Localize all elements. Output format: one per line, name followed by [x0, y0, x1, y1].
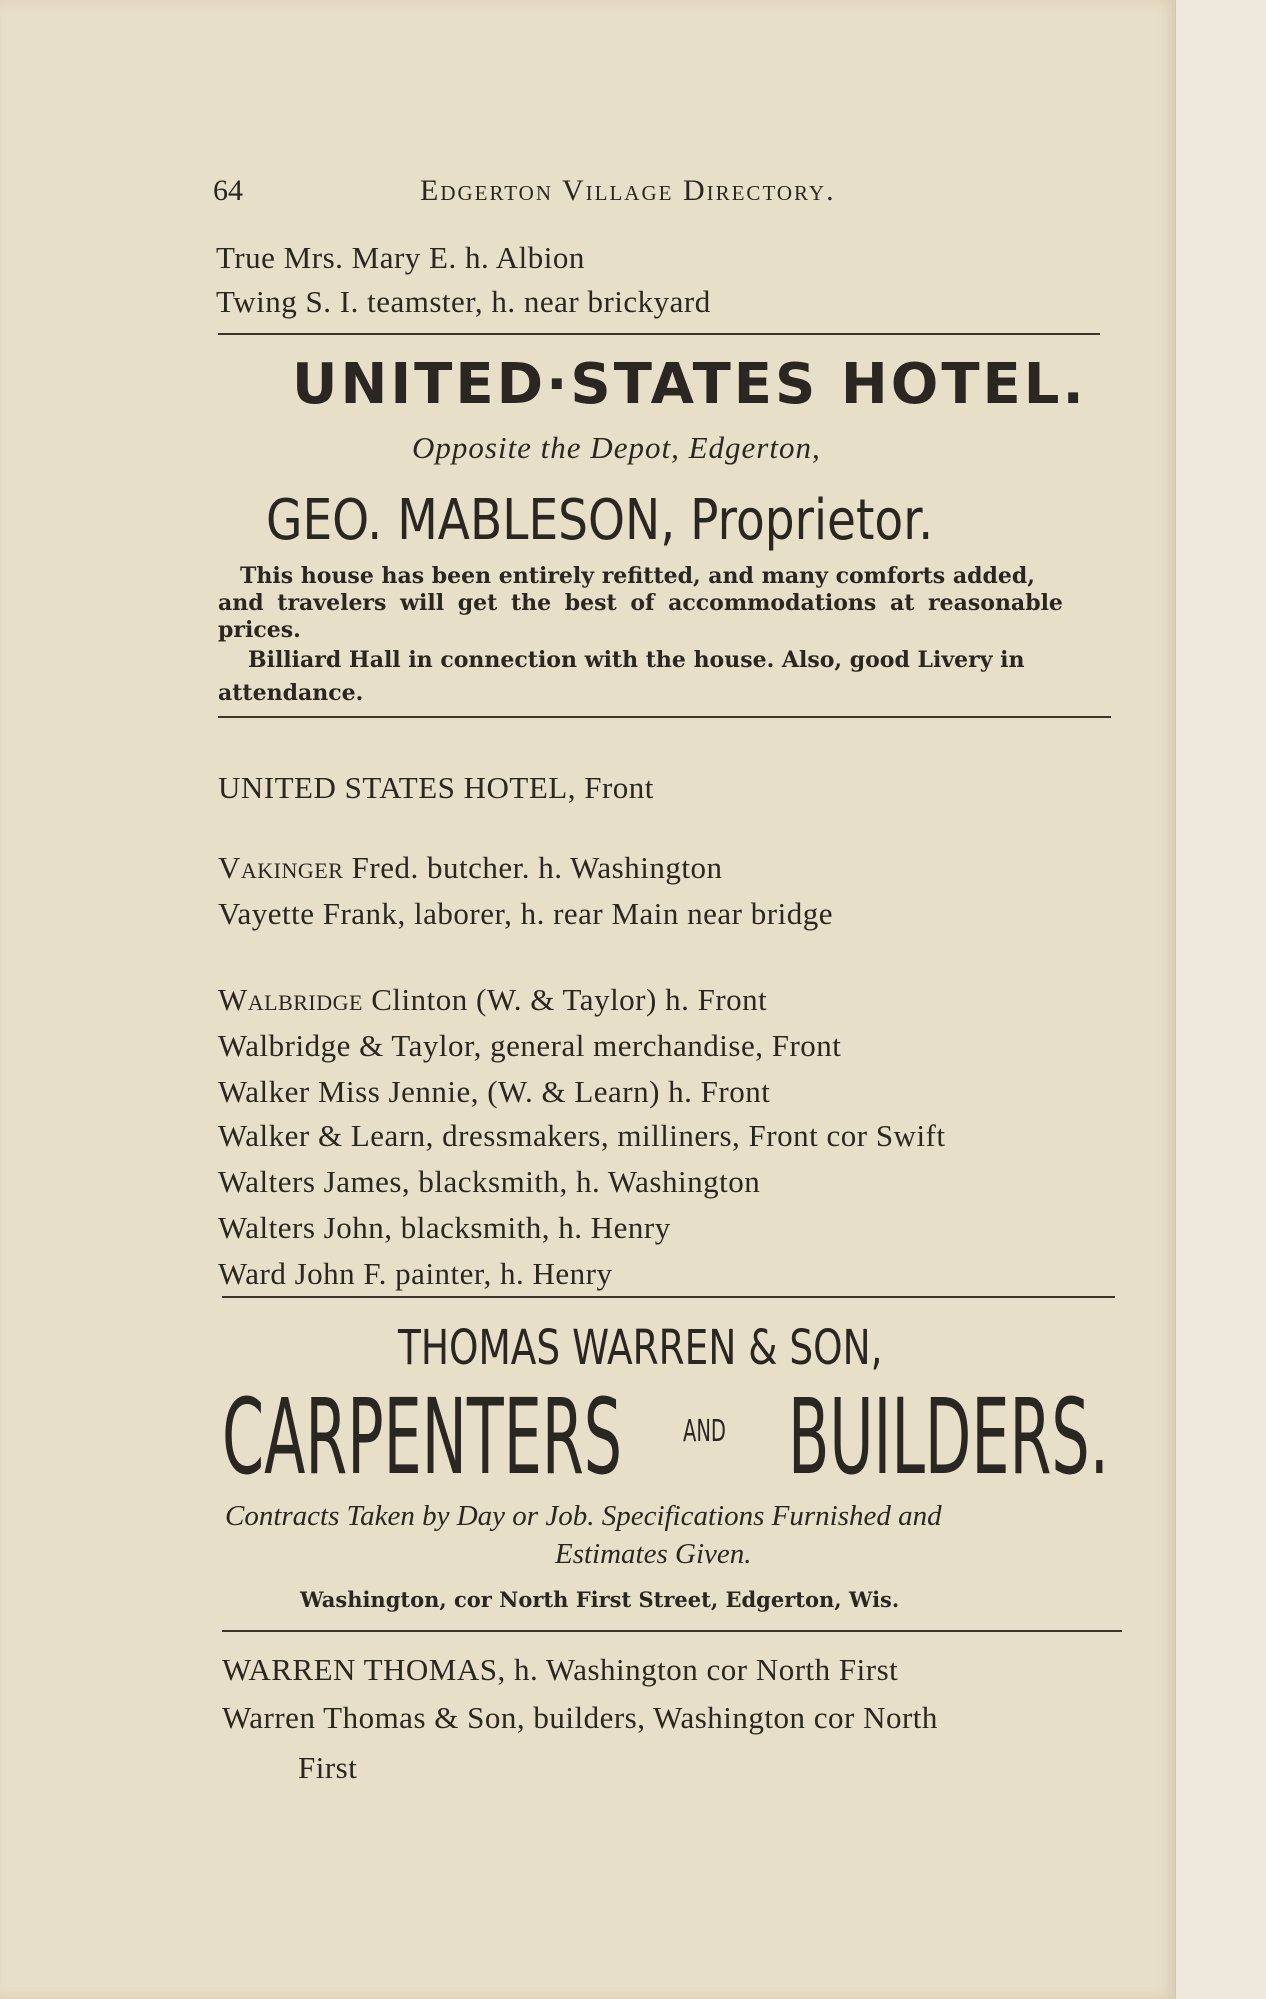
entry-walbridge-surname: Walbridge — [218, 982, 363, 1017]
entry-walters-james: Walters James, blacksmith, h. Washington — [218, 1164, 761, 1199]
entry-ward: Ward John F. painter, h. Henry — [218, 1256, 613, 1291]
hotel-body-1: This house has been entirely refitted, and many comforts added, — [240, 563, 1035, 589]
entry-walker-learn: Walker & Learn, dressmakers, milliners, Front cor Swift — [218, 1118, 946, 1153]
entry-warren-son-cont: First — [298, 1750, 358, 1785]
divider-bottom-warren — [222, 1630, 1122, 1632]
entry-twing: Twing S. I. teamster, h. near brickyard — [216, 284, 711, 319]
hotel-proprietor: GEO. MABLESON, Proprietor. — [266, 488, 934, 553]
entry-walbridge — [218, 982, 767, 1018]
entry-walbridge-details: Clinton (W. & Taylor) h. Front — [362, 982, 768, 1017]
entry-walker-jennie: Walker Miss Jennie, (W. & Learn) h. Front — [218, 1074, 771, 1109]
entry-walters-john: Walters John, blacksmith, h. Henry — [218, 1210, 671, 1245]
entry-us-hotel: UNITED STATES HOTEL, Front — [218, 770, 654, 805]
entry-vayette: Vayette Frank, laborer, h. rear Main near bridge — [218, 896, 833, 931]
warren-trade-and: AND — [683, 1414, 726, 1449]
hotel-body-2: and travelers will get the best of accommodations at reasonable — [218, 590, 1063, 616]
hotel-body-4: Billiard Hall in connection with the house. Also, good Livery in — [248, 647, 1025, 673]
hotel-name: UNITED·STATES HOTEL. — [292, 352, 1087, 417]
entry-vakinger-surname: Vakinger — [218, 850, 344, 885]
hotel-body-3: prices. — [218, 617, 301, 643]
page-number: 64 — [213, 174, 243, 207]
warren-address: Washington, cor North First Street, Edgerton, Wis. — [300, 1587, 900, 1612]
warren-trade-left: CARPENTERS — [222, 1376, 623, 1498]
running-title: Edgerton Village Directory. — [420, 174, 836, 207]
warren-tagline-1: Contracts Taken by Day or Job. Specifications Furnished and — [225, 1500, 942, 1532]
warren-trade-right: BUILDERS. — [788, 1376, 1109, 1498]
entry-walbridge-taylor: Walbridge & Taylor, general merchandise, Front — [218, 1028, 842, 1063]
page-edge — [1175, 0, 1266, 1999]
entry-warren-thomas: WARREN THOMAS, h. Washington cor North First — [222, 1652, 899, 1687]
entry-warren-son: Warren Thomas & Son, builders, Washington cor North — [222, 1700, 938, 1735]
entry-vakinger — [218, 850, 722, 886]
divider-top-warren — [222, 1296, 1115, 1298]
hotel-body-5: attendance. — [218, 680, 364, 706]
entry-vakinger-details: Fred. butcher. h. Washington — [343, 850, 723, 885]
divider-bottom-hotel — [218, 716, 1111, 718]
warren-firm-name: THOMAS WARREN & SON, — [398, 1320, 883, 1376]
divider-top-hotel — [218, 333, 1100, 335]
entry-true: True Mrs. Mary E. h. Albion — [216, 240, 585, 275]
hotel-location: Opposite the Depot, Edgerton, — [412, 430, 821, 465]
warren-tagline-2: Estimates Given. — [555, 1538, 752, 1570]
